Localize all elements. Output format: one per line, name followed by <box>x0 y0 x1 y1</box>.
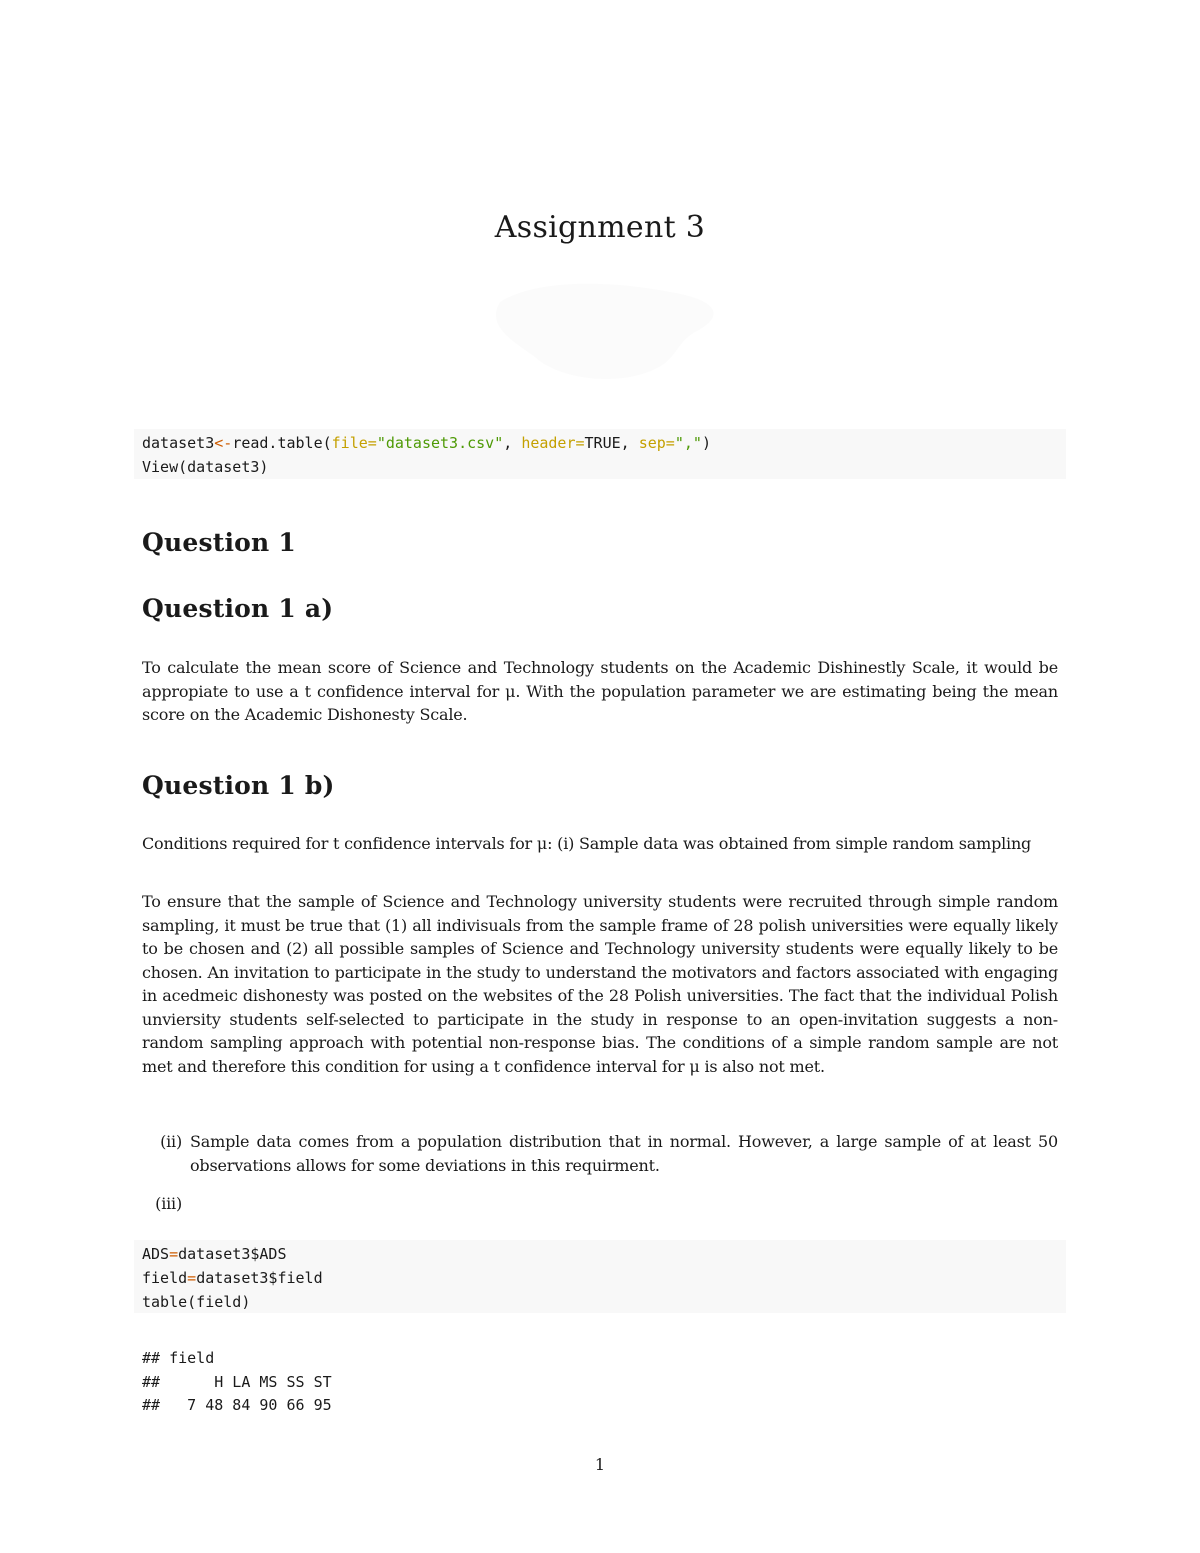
paragraph-conditions: Conditions required for t confidence intervals for μ: (i) Sample data was obtained from simple random sampling <box>142 834 1032 853</box>
output-line: ## 7 48 84 90 66 95 <box>142 1396 332 1414</box>
code-token-operator: = <box>169 1245 179 1263</box>
code-line: View(dataset3) <box>142 458 269 476</box>
heading-question-1b: Question 1 b) <box>142 771 335 800</box>
code-token: ) <box>701 434 711 452</box>
output-line: ## field <box>142 1349 215 1367</box>
code-block-table-field <box>134 1240 1066 1313</box>
code-token: read.table( <box>232 434 332 452</box>
list-item-text: Sample data comes from a population distribution that in normal. However, a large sample of at least 50 observations allows for some deviations in this requirment. <box>190 1132 1058 1175</box>
code-line: table(field) <box>142 1293 251 1311</box>
code-token-operator: <- <box>214 434 233 452</box>
code-output <box>142 1347 332 1418</box>
code-token-string: "dataset3.csv" <box>376 434 504 452</box>
list-item <box>142 1130 1058 1177</box>
page-number: 1 <box>594 1455 606 1474</box>
code-token-argument: header= <box>521 434 585 452</box>
code-token: , <box>503 434 522 452</box>
document-title: Assignment 3 <box>494 210 706 245</box>
code-token: field <box>142 1269 188 1287</box>
code-token-argument: sep= <box>638 434 675 452</box>
code-token: dataset3 <box>142 434 215 452</box>
code-token: ADS <box>142 1245 170 1263</box>
heading-question-1: Question 1 <box>142 528 296 557</box>
code-token-argument: file= <box>331 434 377 452</box>
list-marker: (iii) <box>155 1194 182 1213</box>
output-line: ## H LA MS SS ST <box>142 1372 332 1391</box>
paragraph-question-1a: To calculate the mean score of Science and Technology students on the Academic Dishinestly Scale, it would be appropiate to use a t confidence interval for μ. With the population parameter we are estimating being the mean score on the Academic Dishonesty Scale. <box>142 658 1058 724</box>
list-marker: (ii) <box>160 1132 182 1151</box>
heading-question-1a: Question 1 a) <box>142 594 334 623</box>
code-token: TRUE, <box>584 434 639 452</box>
code-token-operator: = <box>187 1269 197 1287</box>
faint-smudge-mark <box>480 272 730 392</box>
paragraph-sampling-explanation: To ensure that the sample of Science and Technology university students were recruited through simple random sampling, it must be true that (1) all indivisuals from the sample frame of 28 polish universities were equally likely to be chosen and (2) all possible samples of Science and Technology university students were equally likely to be chosen. An invitation to participate in the study to understand the motivators and factors associated with engaging in acedmeic dishonesty was posted on the websites of the 28 Polish universities. The fact that the individual Polish unviersity students self-selected to participate in the study in response to an open-invitation suggests a non-random sampling approach with potential non-response bias. The conditions of a simple random sample are not met and therefore this condition for using a t confidence interval for μ is also not met. <box>142 892 1058 1076</box>
code-token: dataset3$field <box>196 1269 323 1287</box>
code-token-string: "," <box>674 434 702 452</box>
code-token: dataset3$ADS <box>178 1245 287 1263</box>
code-block-read-data <box>134 429 1066 479</box>
